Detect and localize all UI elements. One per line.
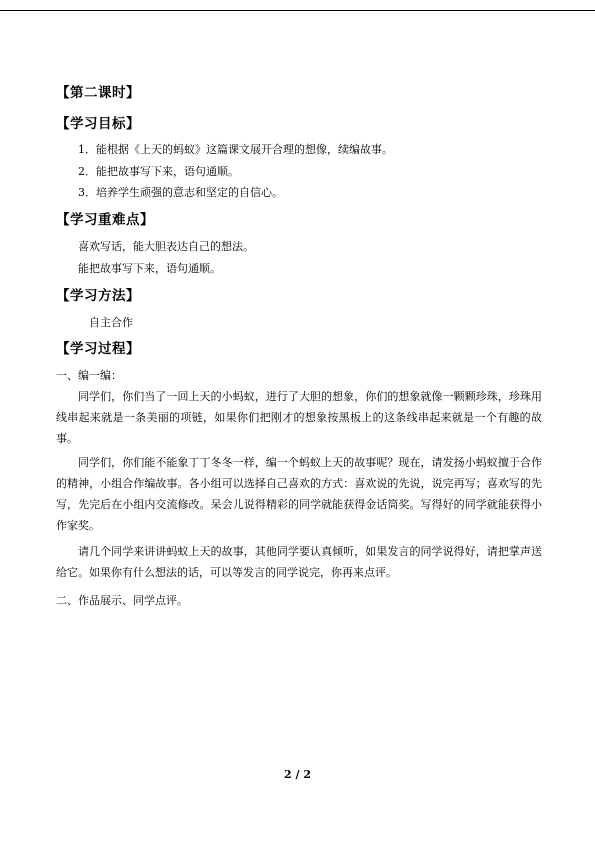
methods-heading: 【学习方法】: [56, 288, 140, 304]
key-point-item: 喜欢写话，能大胆表达自己的想法。: [78, 240, 254, 253]
process-heading: 【学习过程】: [56, 341, 140, 357]
method-text: 自主合作: [89, 316, 133, 329]
goal-item: 3．培养学生顽强的意志和坚定的自信心。: [78, 186, 283, 199]
process-paragraph: 同学们，你们当了一回上天的小蚂蚁，进行了大胆的想象，你们的想象就像一颗颗珍珠，珍珠用线串起来就是一条美丽的项链，如果你们把刚才的想象按黑板上的这条线串起来就是一个有趣的故事。: [56, 390, 542, 445]
page-number: 2 / 2: [284, 768, 311, 781]
header-rule: [0, 10, 595, 11]
process-paragraph: 请几个同学来讲讲蚂蚁上天的故事，其他同学要认真倾听，如果发言的同学说得好，请把掌声送给它。如果你有什么想法的话，可以等发言的同学说完，你再来点评。: [56, 545, 542, 579]
key-points-heading: 【学习重难点】: [56, 212, 154, 228]
key-point-item: 能把故事写下来，语句通顺。: [78, 262, 221, 275]
goal-item: 2．能把故事写下来，语句通顺。: [78, 165, 239, 178]
goal-item: 1．能根据《上天的蚂蚁》这篇课文展开合理的想像，续编故事。: [78, 143, 393, 156]
process-paragraph: 同学们，你们能不能象丁丁冬冬一样，编一个蚂蚁上天的故事呢？现在，请发扬小蚂蚁擅于合作的精神，小组合作编故事。各小组可以选择自己喜欢的方式：喜欢说的先说，说完再写；喜欢写的先写，先完后在小组内交流修改。呆会儿说得精彩的同学就能获得金话筒奖。写得好的同学就能获得小作家奖。: [56, 456, 542, 532]
lesson-heading: 【第二课时】: [56, 85, 140, 101]
section-title: 二、作品展示、同学点评。: [56, 594, 188, 607]
goals-heading: 【学习目标】: [56, 116, 140, 132]
section-title: 一、编一编：: [56, 369, 122, 382]
